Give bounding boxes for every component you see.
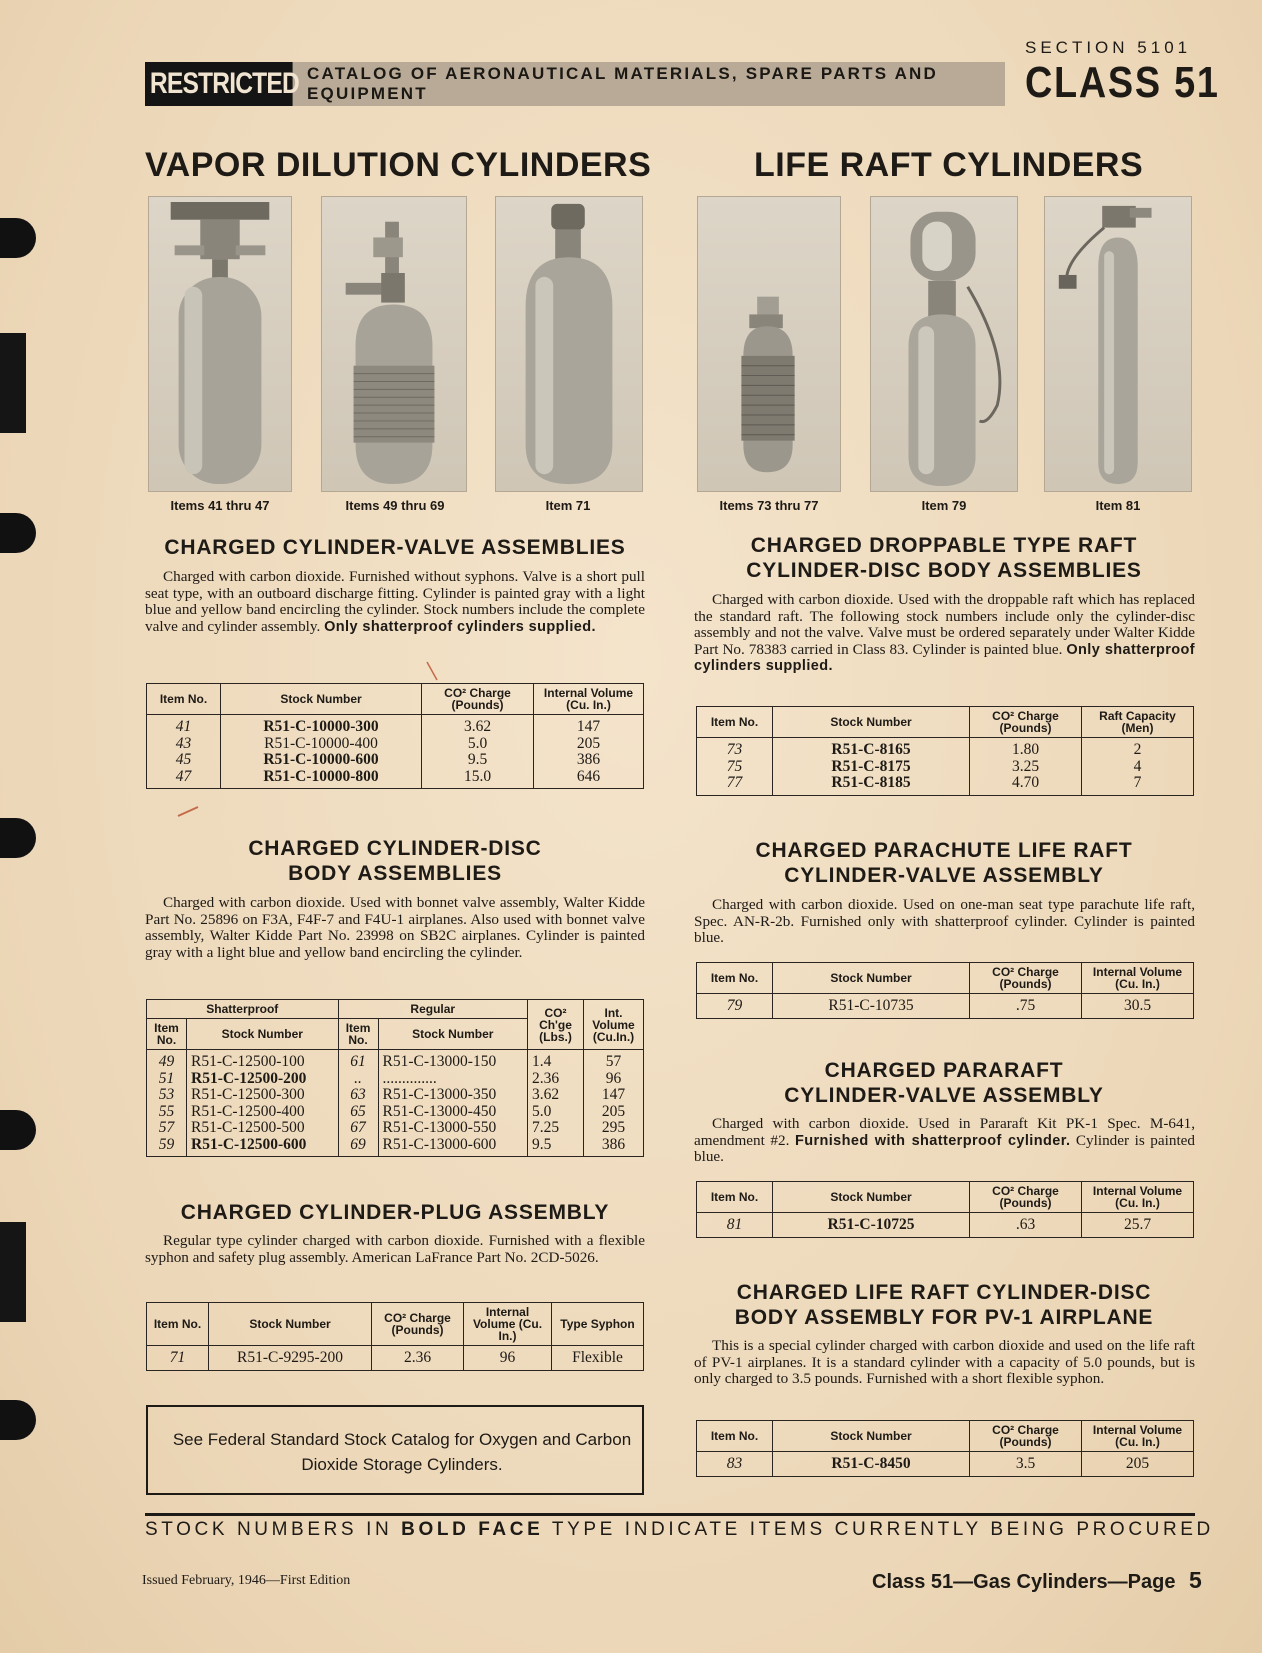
item-no: 45 — [147, 752, 221, 769]
caption-items-73-77: Items 73 thru 77 — [719, 498, 819, 513]
item-no: 75 — [697, 759, 773, 776]
stock-number: R51-C-10725 — [773, 1213, 970, 1238]
table-row — [697, 1452, 1194, 1477]
co2-charge: 1.4 — [528, 1050, 584, 1071]
group-header: Regular — [338, 1000, 527, 1019]
co2-charge: 4.70 — [970, 775, 1082, 795]
col-header: Internal Volume (Cu. In.) — [1082, 1421, 1194, 1452]
table-row — [147, 1071, 644, 1088]
parachute-raft-text: Charged with carbon dioxide. Used on one-man seat type parachute life raft, Spec. AN-R-2b. Furnished only with shatterproof cylinder. Cylinder is painted blue. — [694, 896, 1195, 947]
internal-volume: 30.5 — [1082, 994, 1194, 1019]
cylinder-image — [322, 197, 466, 491]
caption-item-81: Item 81 — [1095, 498, 1141, 513]
co2-charge: 3.62 — [422, 715, 534, 736]
stock-number: R51-C-8450 — [773, 1452, 970, 1477]
col-header: CO² Charge (Pounds) — [372, 1303, 464, 1346]
col-header: Type Syphon — [552, 1303, 644, 1346]
droppable-raft-title — [694, 533, 1194, 583]
table-row — [147, 1137, 644, 1157]
col-header: Int. Volume (Cu.In.) — [584, 1000, 644, 1050]
caption-item-71: Item 71 — [545, 498, 591, 513]
table-row — [147, 1050, 644, 1071]
binder-hole — [0, 818, 36, 858]
co2-charge: 3.5 — [970, 1452, 1082, 1477]
col-header: Stock Number — [378, 1019, 527, 1050]
item-no: 47 — [147, 769, 221, 789]
col-header: Item No. — [338, 1019, 378, 1050]
parachute-raft-table — [696, 962, 1194, 1019]
col-header: CO² Charge (Pounds) — [970, 707, 1082, 738]
col-header: Raft Capacity (Men) — [1082, 707, 1194, 738]
note-text: STOCK NUMBERS IN — [145, 1519, 393, 1540]
photo-item-81 — [1044, 196, 1192, 492]
title-line: CHARGED LIFE RAFT CYLINDER-DISC — [736, 1281, 1152, 1304]
col-header: Item No. — [697, 707, 773, 738]
stock-number: R51-C-9295-200 — [209, 1346, 372, 1371]
stock-number: R51-C-12500-500 — [187, 1120, 339, 1137]
internal-volume: 57 — [584, 1050, 644, 1071]
internal-volume: 147 — [584, 1087, 644, 1104]
table-row — [147, 736, 644, 753]
pv1-assembly-text: This is a special cylinder charged with carbon dioxide and used on the life raft of PV-1 airplanes. It is a standard cylinder with a capacity of 5.0 pounds, but is only charged to 3.5 pounds. Furnished with a short flexible syphon. — [694, 1337, 1195, 1388]
plug-assembly-table — [146, 1302, 644, 1371]
title-line: CHARGED DROPPABLE TYPE RAFT — [750, 534, 1138, 557]
item-no: 55 — [147, 1104, 187, 1121]
col-header: Internal Volume (Cu. In.) — [534, 684, 644, 715]
table-row — [697, 759, 1194, 776]
pararaft-text — [694, 1116, 1195, 1166]
col-header: Stock Number — [209, 1303, 372, 1346]
item-no: 69 — [338, 1137, 378, 1157]
disc-assemblies-title — [145, 836, 645, 886]
stock-number: R51-C-12500-200 — [187, 1071, 339, 1088]
title-line: CHARGED CYLINDER-DISC — [248, 837, 542, 860]
item-no: 79 — [697, 994, 773, 1019]
pv1-assembly-title — [694, 1280, 1194, 1330]
internal-volume: 646 — [534, 769, 644, 789]
footer-rule — [145, 1513, 1195, 1516]
item-no: 59 — [147, 1137, 187, 1157]
class-label: CLASS 51 — [1025, 58, 1220, 107]
stock-number: R51-C-12500-100 — [187, 1050, 339, 1071]
photo-items-49-69 — [321, 196, 467, 492]
paragraph-bold: Only shatterproof cylinders supplied. — [324, 618, 596, 635]
page-number: 5 — [1189, 1567, 1202, 1593]
col-header: CO² Charge (Pounds) — [970, 1182, 1082, 1213]
paragraph-text: Charged with carbon dioxide. Furnished without syphons. Valve is a short pull seat type, with an outboard discharge fitting. Cylinder is painted gray with a light blue and yellow band encircling the cylinder. Stock numbers include the complete valve and cylinder assembly. — [145, 568, 645, 635]
restricted-label: RESTRICTED — [145, 62, 293, 106]
stock-number: R51-C-10000-400 — [221, 736, 422, 753]
col-header: Item No. — [147, 684, 221, 715]
droppable-raft-text — [694, 592, 1195, 675]
issue-date: Issued February, 1946—First Edition — [142, 1573, 351, 1588]
stock-number: R51-C-10735 — [773, 994, 970, 1019]
table-row — [147, 1120, 644, 1137]
raft-capacity: 7 — [1082, 775, 1194, 795]
cylinder-image — [496, 197, 642, 491]
pen-mark — [425, 660, 439, 682]
droppable-raft-table — [696, 706, 1194, 796]
table-row — [697, 994, 1194, 1019]
table-row — [147, 769, 644, 789]
cylinder-image — [698, 197, 840, 491]
stock-number: R51-C-13000-600 — [378, 1137, 527, 1157]
col-header: Stock Number — [221, 684, 422, 715]
vapor-dilution-title: VAPOR DILUTION CYLINDERS — [145, 146, 652, 184]
stock-number: R51-C-13000-550 — [378, 1120, 527, 1137]
paragraph-text: Cylinder is painted blue. — [694, 1131, 1195, 1166]
pen-mark — [176, 804, 200, 818]
reference-note-box: See Federal Standard Stock Catalog for Oxygen and Carbon Dioxide Storage Cylinders. — [146, 1405, 644, 1495]
co2-charge: 7.25 — [528, 1120, 584, 1137]
paragraph-bold: Only shatterproof cylinders supplied. — [694, 641, 1196, 675]
section-number: SECTION 5101 — [1025, 38, 1192, 57]
stock-number: R51-C-10000-800 — [221, 769, 422, 789]
photo-item-79 — [870, 196, 1018, 492]
title-line: CYLINDER-VALVE ASSEMBLY — [784, 1084, 1104, 1107]
internal-volume: 386 — [584, 1137, 644, 1157]
life-raft-title: LIFE RAFT CYLINDERS — [754, 146, 1144, 184]
title-line: CYLINDER-VALVE ASSEMBLY — [784, 864, 1104, 887]
internal-volume: 205 — [1082, 1452, 1194, 1477]
item-no: 63 — [338, 1087, 378, 1104]
col-header: Stock Number — [187, 1019, 339, 1050]
co2-charge: .63 — [970, 1213, 1082, 1238]
binder-hole — [0, 513, 36, 553]
binder-tab — [0, 1222, 26, 1322]
title-line: CYLINDER-DISC BODY ASSEMBLIES — [746, 559, 1142, 582]
binder-tab — [0, 333, 26, 433]
co2-charge: 2.36 — [528, 1071, 584, 1088]
valve-assemblies-table — [146, 683, 644, 789]
raft-capacity: 4 — [1082, 759, 1194, 776]
co2-charge: .75 — [970, 994, 1082, 1019]
plug-assembly-text: Regular type cylinder charged with carbon dioxide. Furnished with a flexible syphon and safety plug assembly. American LaFrance Part No. 2CD-5026. — [145, 1232, 645, 1266]
co2-charge: 1.80 — [970, 738, 1082, 759]
internal-volume: 96 — [584, 1071, 644, 1088]
col-header: Stock Number — [773, 1421, 970, 1452]
internal-volume: 25.7 — [1082, 1213, 1194, 1238]
co2-charge: 9.5 — [422, 752, 534, 769]
stock-number: .............. — [378, 1071, 527, 1088]
photo-items-41-47 — [148, 196, 292, 492]
item-no: 73 — [697, 738, 773, 759]
pv1-assembly-table — [696, 1420, 1194, 1477]
table-row — [697, 775, 1194, 795]
col-header: CO² Ch'ge (Lbs.) — [528, 1000, 584, 1050]
photo-items-73-77 — [697, 196, 841, 492]
internal-volume: 295 — [584, 1120, 644, 1137]
table-row — [147, 752, 644, 769]
col-header: Item No. — [147, 1019, 187, 1050]
item-no: 81 — [697, 1213, 773, 1238]
stock-number: R51-C-8165 — [773, 738, 970, 759]
caption-items-49-69: Items 49 thru 69 — [345, 498, 445, 513]
cylinder-image — [1045, 197, 1191, 491]
syphon-type: Flexible — [552, 1346, 644, 1371]
internal-volume: 386 — [534, 752, 644, 769]
binder-hole — [0, 218, 36, 258]
group-header: Shatterproof — [147, 1000, 339, 1019]
item-no: 53 — [147, 1087, 187, 1104]
note-bold: BOLD FACE — [401, 1519, 544, 1540]
co2-charge: 5.0 — [528, 1104, 584, 1121]
stock-number: R51-C-13000-450 — [378, 1104, 527, 1121]
item-no: 65 — [338, 1104, 378, 1121]
binder-hole — [0, 1400, 36, 1440]
valve-assemblies-title: CHARGED CYLINDER-VALVE ASSEMBLIES — [164, 536, 626, 559]
stock-number: R51-C-12500-600 — [187, 1137, 339, 1157]
item-no: 61 — [338, 1050, 378, 1071]
title-line: CHARGED PARACHUTE LIFE RAFT — [755, 839, 1133, 862]
stock-number: R51-C-10000-300 — [221, 715, 422, 736]
co2-charge: 3.62 — [528, 1087, 584, 1104]
table-row — [147, 1346, 644, 1371]
col-header: Stock Number — [773, 707, 970, 738]
title-line: BODY ASSEMBLY FOR PV-1 AIRPLANE — [734, 1306, 1154, 1329]
valve-assemblies-text — [145, 569, 645, 635]
internal-volume: 96 — [464, 1346, 552, 1371]
item-no: 49 — [147, 1050, 187, 1071]
caption-items-41-47: Items 41 thru 47 — [170, 498, 270, 513]
co2-charge: 5.0 — [422, 736, 534, 753]
item-no: 83 — [697, 1452, 773, 1477]
stock-number: R51-C-8185 — [773, 775, 970, 795]
item-no: 57 — [147, 1120, 187, 1137]
cylinder-image — [149, 197, 291, 491]
item-no: 41 — [147, 715, 221, 736]
item-no: 51 — [147, 1071, 187, 1088]
item-no: .. — [338, 1071, 378, 1088]
table-row — [697, 738, 1194, 759]
stock-number: R51-C-12500-300 — [187, 1087, 339, 1104]
note-text: TYPE INDICATE ITEMS CURRENTLY BEING PROCURED — [551, 1519, 1214, 1540]
title-line: BODY ASSEMBLIES — [288, 862, 502, 885]
stock-number: R51-C-8175 — [773, 759, 970, 776]
internal-volume: 147 — [534, 715, 644, 736]
pararaft-table — [696, 1181, 1194, 1238]
stock-number: R51-C-13000-150 — [378, 1050, 527, 1071]
caption-item-79: Item 79 — [921, 498, 967, 513]
binder-hole — [0, 1110, 36, 1150]
col-header: Internal Volume (Cu. In.) — [1082, 1182, 1194, 1213]
col-header: CO² Charge (Pounds) — [422, 684, 534, 715]
item-no: 67 — [338, 1120, 378, 1137]
col-header: Item No. — [697, 1182, 773, 1213]
disc-assemblies-text: Charged with carbon dioxide. Used with bonnet valve assembly, Walter Kidde Part No. 25896 on F3A, F4F-7 and F4U-1 airplanes. Also used with bonnet valve assembly, Walter Kidde Part No. 23998 on SB2C airplanes. Cylinder is painted gray with a light blue and yellow band encircling the cylinder. — [145, 894, 645, 961]
page-footer — [872, 1567, 1202, 1594]
col-header: Item No. — [697, 1421, 773, 1452]
item-no: 77 — [697, 775, 773, 795]
page-label: Class 51—Gas Cylinders—Page — [872, 1571, 1176, 1593]
raft-capacity: 2 — [1082, 738, 1194, 759]
pararaft-title — [694, 1058, 1194, 1108]
parachute-raft-title — [694, 838, 1194, 888]
internal-volume: 205 — [584, 1104, 644, 1121]
cylinder-image — [871, 197, 1017, 491]
stock-number: R51-C-10000-600 — [221, 752, 422, 769]
paragraph-bold: Furnished with shatterproof cylinder. — [794, 1132, 1071, 1149]
bold-face-note — [145, 1519, 1214, 1541]
table-row — [697, 1213, 1194, 1238]
table-row — [147, 1087, 644, 1104]
stock-number: R51-C-13000-350 — [378, 1087, 527, 1104]
co2-charge: 2.36 — [372, 1346, 464, 1371]
catalog-title: CATALOG OF AERONAUTICAL MATERIALS, SPARE PARTS AND EQUIPMENT — [307, 64, 939, 103]
col-header: Stock Number — [773, 963, 970, 994]
col-header: Stock Number — [773, 1182, 970, 1213]
col-header: Item No. — [147, 1303, 209, 1346]
co2-charge: 9.5 — [528, 1137, 584, 1157]
header-bar — [145, 62, 1005, 106]
title-line: CHARGED PARARAFT — [824, 1059, 1064, 1082]
paragraph-text: Charged with carbon dioxide. Used in Pararaft Kit PK-1 Spec. M-641, amendment #2. — [694, 1115, 1195, 1149]
co2-charge: 3.25 — [970, 759, 1082, 776]
disc-assemblies-table — [146, 999, 644, 1157]
col-header: CO² Charge (Pounds) — [970, 1421, 1082, 1452]
co2-charge: 15.0 — [422, 769, 534, 789]
table-row — [147, 715, 644, 736]
internal-volume: 205 — [534, 736, 644, 753]
plug-assembly-title: CHARGED CYLINDER-PLUG ASSEMBLY — [180, 1201, 610, 1224]
photo-item-71 — [495, 196, 643, 492]
item-no: 43 — [147, 736, 221, 753]
col-header: Internal Volume (Cu. In.) — [464, 1303, 552, 1346]
col-header: CO² Charge (Pounds) — [970, 963, 1082, 994]
paragraph-text: Charged with carbon dioxide. Used with the droppable raft which has replaced the standard raft. The following stock numbers include only the cylinder-disc assembly and not the valve. Valve must be ordered separately under Walter Kidde Part No. 78383 carried in Class 83. Cylinder is painted blue. — [694, 591, 1195, 658]
table-row — [147, 1104, 644, 1121]
col-header: Item No. — [697, 963, 773, 994]
col-header: Internal Volume (Cu. In.) — [1082, 963, 1194, 994]
item-no: 71 — [147, 1346, 209, 1371]
stock-number: R51-C-12500-400 — [187, 1104, 339, 1121]
